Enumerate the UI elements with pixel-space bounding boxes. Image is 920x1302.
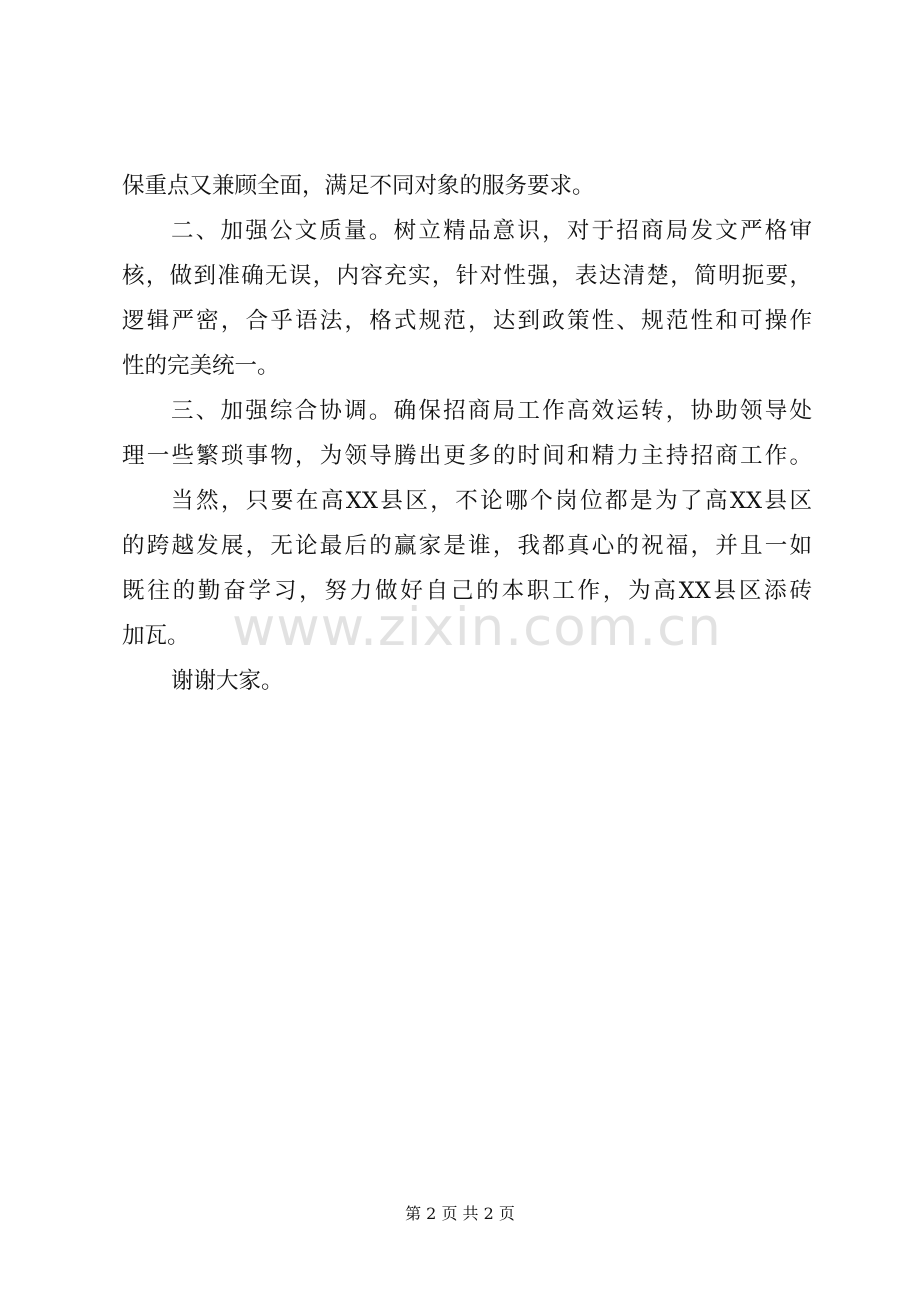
page-footer: 第 2 页 共 2 页 xyxy=(405,1204,515,1223)
document-body xyxy=(122,164,812,704)
text-line: 当然，只要在高XX县区，不论哪个岗位都是为了高XX县区 xyxy=(171,488,812,514)
text-line: 理一些繁琐事物，为领导腾出更多的时间和精力主持招商工作。 xyxy=(122,443,812,469)
text-line: 的跨越发展，无论最后的赢家是谁，我都真心的祝福，并且一如 xyxy=(122,533,812,559)
text-line: 谢谢大家。 xyxy=(171,668,284,694)
text-line: 核，做到准确无误，内容充实，针对性强，表达清楚，简明扼要， xyxy=(122,263,812,289)
text-line: 既往的勤奋学习，努力做好自己的本职工作，为高XX县区添砖 xyxy=(122,578,812,604)
text-line: 三、加强综合协调。确保招商局工作高效运转，协助领导处 xyxy=(171,398,812,424)
watermark: www.zixin.com.cn xyxy=(232,597,722,658)
text-line: 加瓦。 xyxy=(122,623,190,649)
text-line: 保重点又兼顾全面，满足不同对象的服务要求。 xyxy=(122,173,595,199)
text-line: 二、加强公文质量。树立精品意识，对于招商局发文严格审 xyxy=(171,218,812,244)
text-line: 逻辑严密，合乎语法，格式规范，达到政策性、规范性和可操作 xyxy=(122,308,812,334)
text-line: 性的完美统一。 xyxy=(122,353,280,379)
